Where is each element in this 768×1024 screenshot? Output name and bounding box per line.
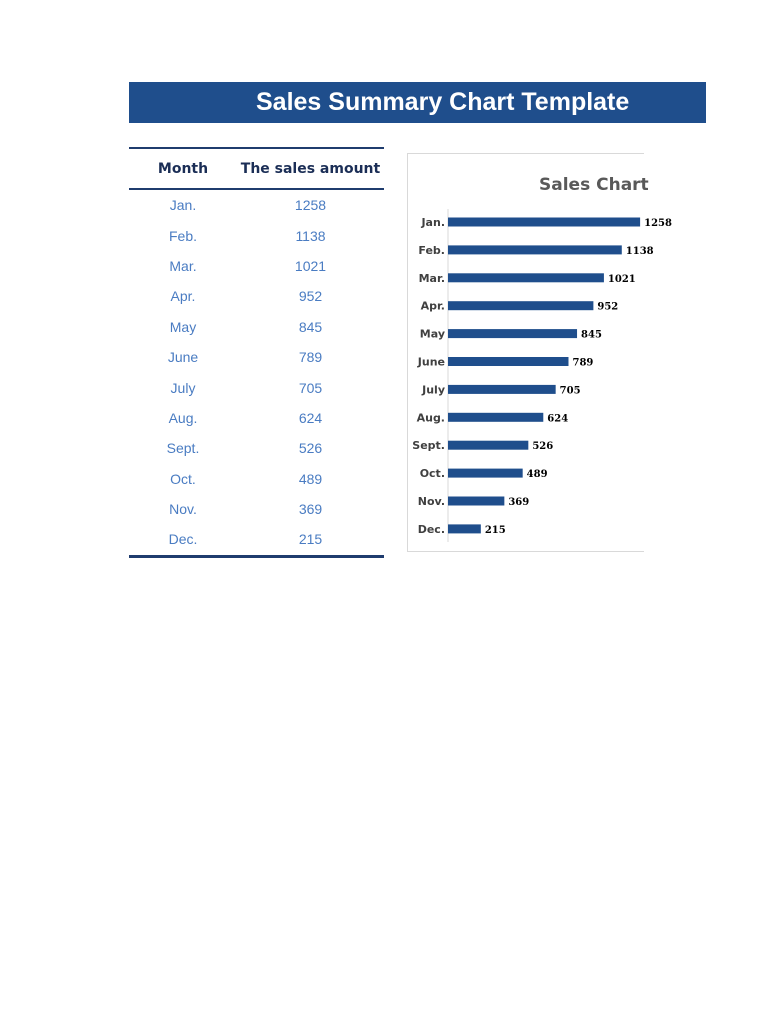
amount-cell: 1258 [294,197,327,214]
month-cell: May [169,318,197,335]
table-row [129,312,384,342]
table-row [129,220,384,250]
amount-cell: 845 [298,318,323,335]
bar [448,357,568,366]
column-header-month: Month [129,148,237,189]
table-row [129,464,384,494]
amount-cell: 705 [298,379,323,396]
month-cell: Nov. [169,501,197,518]
amount-cell: 489 [298,470,323,487]
bar [448,413,543,422]
data-label: 952 [597,301,619,313]
category-label: Nov. [417,495,445,508]
sales-table [129,147,384,558]
category-label: Sept. [412,439,445,453]
bar [448,218,640,227]
table-row [129,342,384,372]
column-header-amount: The sales amount [237,148,384,189]
bar [448,301,593,310]
category-label: Mar. [418,271,445,285]
table-header-row [129,148,384,189]
amount-cell: 952 [298,288,323,305]
amount-cell: 789 [298,349,323,366]
category-label: July [422,383,445,397]
page-title: Sales Summary Chart Template [256,88,630,116]
data-label: 1138 [625,245,654,257]
table-row [129,403,384,433]
month-cell: Sept. [166,440,200,457]
table-row [129,524,384,556]
data-label: 526 [532,441,554,453]
category-label: Jan. [421,216,445,229]
chart-title: Sales Chart [539,175,649,195]
data-label: 789 [572,357,594,369]
bar [448,385,556,394]
bar [448,273,604,282]
bar [448,441,528,450]
table-row [129,281,384,311]
sales-chart [407,153,672,552]
amount-cell: 1138 [295,227,326,244]
bar [448,329,577,338]
category-label: Dec. [417,522,445,536]
category-label: Oct. [419,467,445,481]
amount-cell: 526 [298,440,323,457]
table-row [129,251,384,281]
amount-cell: 369 [298,501,323,518]
category-label: Feb. [418,243,445,257]
table-row [129,433,384,463]
amount-cell: 624 [298,409,323,426]
category-label: May [419,327,445,341]
month-cell: Dec. [168,531,198,548]
month-cell: Oct. [170,470,196,487]
month-cell: Aug. [168,409,198,426]
month-cell: July [170,379,196,396]
month-cell: Apr. [170,288,196,305]
data-label: 1258 [644,218,672,229]
month-cell: Jan. [169,197,197,214]
bar [448,524,481,533]
month-cell: Feb. [168,227,197,244]
category-label: Aug. [416,411,445,425]
sales-chart-svg [408,154,672,551]
category-label: Apr. [420,299,445,313]
data-label: 624 [547,413,569,425]
bar [448,497,504,506]
amount-cell: 1021 [294,257,327,274]
data-label: 369 [508,497,530,508]
data-label: 1021 [607,273,636,285]
data-label: 845 [581,329,602,341]
month-cell: June [167,349,199,366]
bar [448,245,622,254]
table-row [129,372,384,402]
bar [448,469,523,478]
month-cell: Mar. [169,257,197,274]
amount-cell: 215 [298,531,323,548]
data-label: 489 [526,469,548,481]
data-label: 705 [559,385,581,397]
category-label: June [417,355,445,369]
table-row [129,494,384,524]
table-row [129,189,384,220]
data-label: 215 [484,524,506,536]
